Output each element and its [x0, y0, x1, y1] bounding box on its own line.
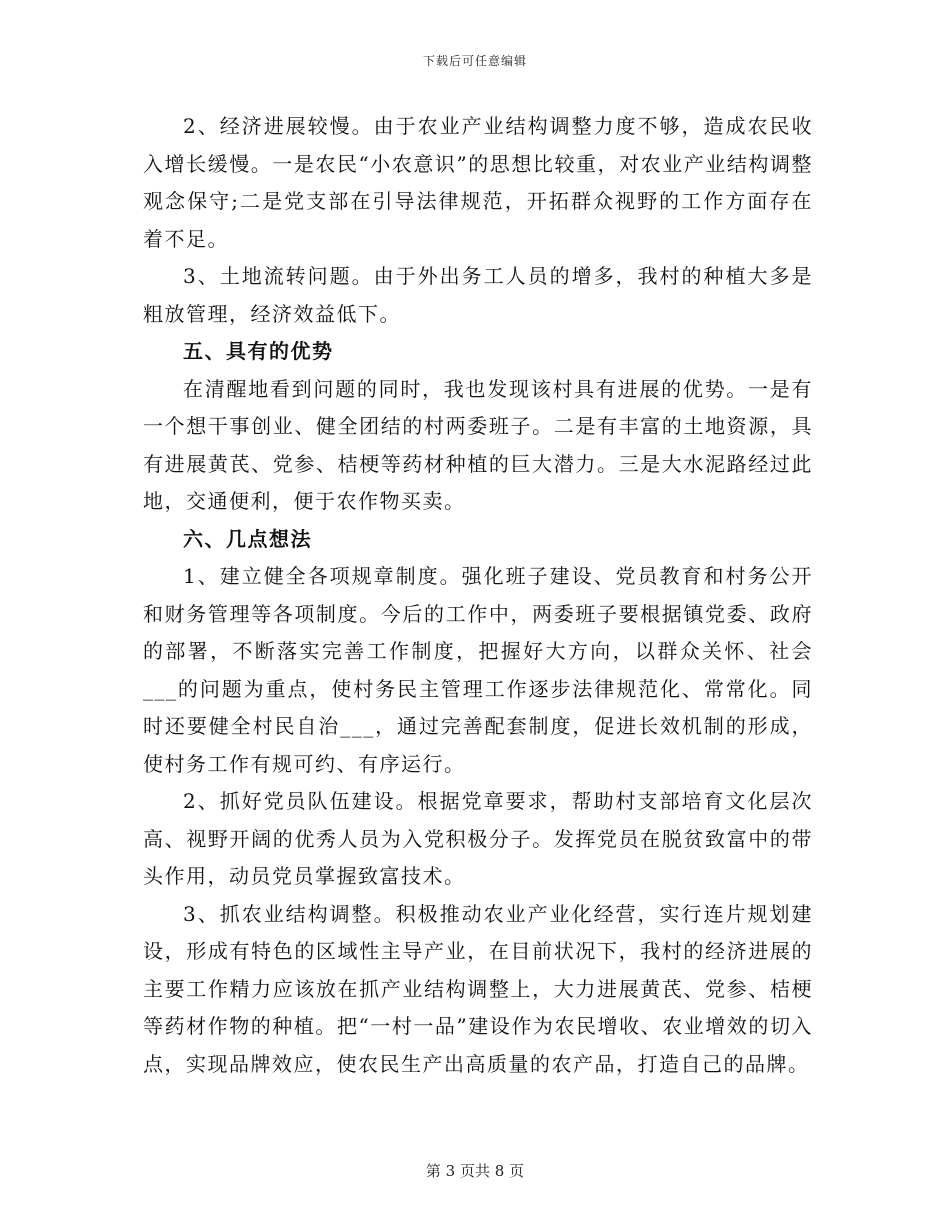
section-heading-advantages: 五、具有的优势 [183, 339, 334, 363]
paragraph-party-members: 2、抓好党员队伍建设。根据党章要求，帮助村支部培育文化层次高、视野开阔的优秀人员为入党积极分子。发挥党员在脱贫致富中的带头作用，动员党员掌握致富技术。 [143, 789, 813, 888]
paragraph-rules-system: 1、建立健全各项规章制度。强化班子建设、党员教育和村务公开和财务管理等各项制度。今后的工作中，两委班子要根据镇党委、政府的部署，不断落实完善工作制度，把握好大方向，以群众关怀、社会___的问题为重点，使村务民主管理工作逐步法律规范化、常常化。同时还要健全村民自治___，通过完善配套制度，促进长效机制的形成，使村务工作有规可约、有序运行。 [143, 564, 813, 776]
page-header: 下载后可任意编辑 [422, 54, 527, 68]
section-heading-ideas: 六、几点想法 [183, 526, 312, 551]
paragraph-agri-structure: 3、抓农业结构调整。积极推动农业产业化经营，实行连片规划建设，形成有特色的区域性主导产业，在目前状况下，我村的经济进展的主要工作精力应该放在抓产业结构调整上，大力进展黄芪、党参、桔梗等药材作物的种植。把“一村一品”建设作为农民增收、农业增效的切入点，实现品牌效应，使农民生产出高质量的农产品，打造自己的品牌。 [143, 901, 813, 1076]
document-body [143, 108, 813, 1083]
paragraph-land-transfer: 3、土地流转问题。由于外出务工人员的增多，我村的种植大多是粗放管理，经济效益低下。 [143, 264, 813, 326]
paragraph-advantages: 在清醒地看到问题的同时，我也发现该村具有进展的优势。一是有一个想干事创业、健全团结的村两委班子。二是有丰富的土地资源，具有进展黄芪、党参、桔梗等药材种植的巨大潜力。三是大水泥路经过此地，交通便利，便于农作物买卖。 [143, 376, 813, 513]
paragraph-economy: 2、经济进展较慢。由于农业产业结构调整力度不够，造成农民收入增长缓慢。一是农民“小农意识”的思想比较重，对农业产业结构调整观念保守;二是党支部在引导法律规范，开拓群众视野的工作方面存在着不足。 [143, 114, 813, 251]
page-footer: 第 3 页共 8 页 [425, 1162, 525, 1180]
